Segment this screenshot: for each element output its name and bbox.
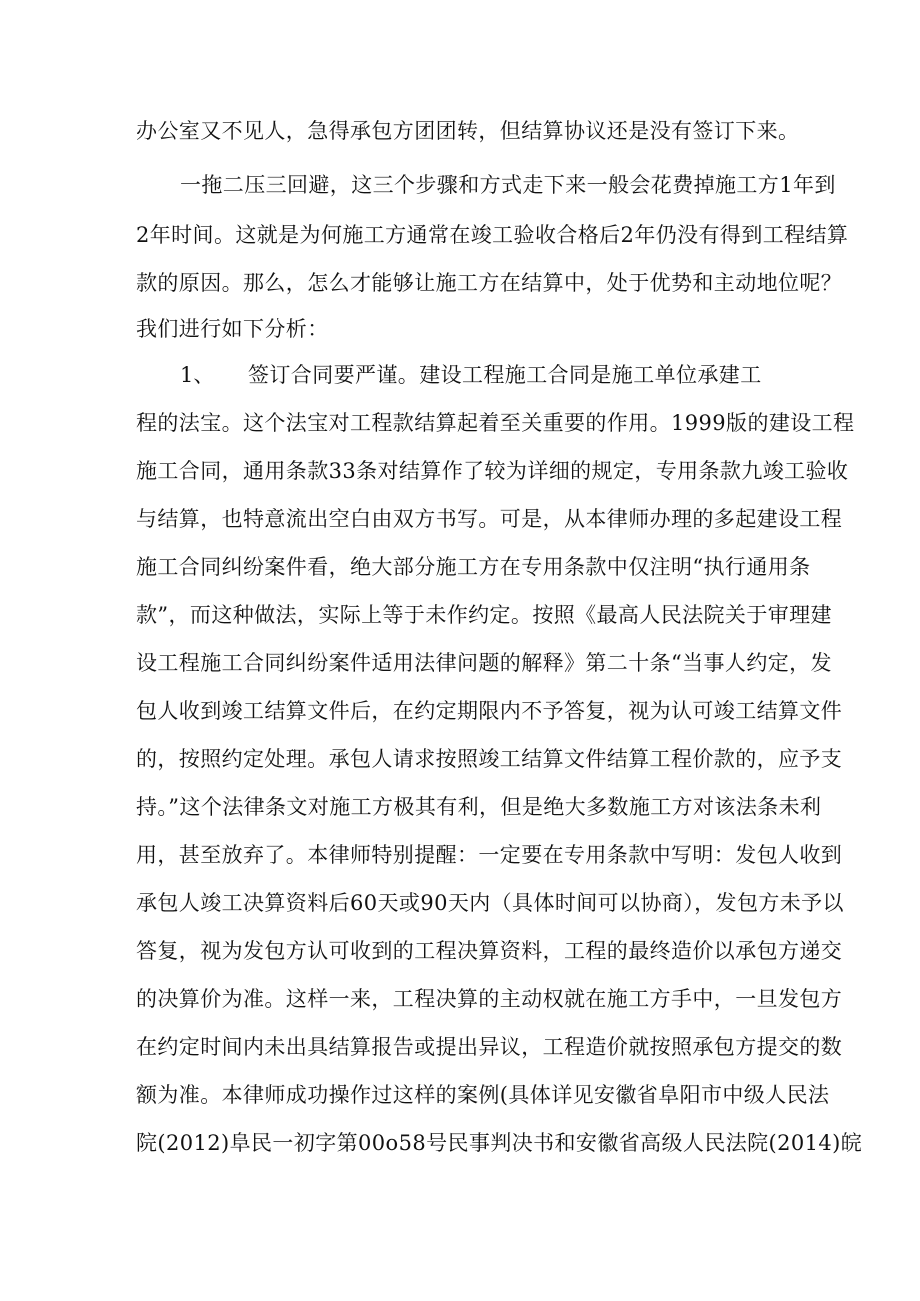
paragraph-line: 设工程施工合同纠纷案件适用法律问题的解释》第二十条“当事人约定，发 bbox=[136, 651, 832, 675]
paragraph-line: 2年时间。这就是为何施工方通常在竣工验收合格后2年仍没有得到工程结算 bbox=[136, 223, 849, 247]
paragraph-line: 施工合同纠纷案件看，绝大部分施工方在专用条款中仅注明“执行通用条 bbox=[136, 555, 811, 579]
paragraph-line: 院(2012)阜民一初字第00o58号民事判决书和安徽省高级人民法院(2014)皖 bbox=[136, 1131, 863, 1155]
paragraph-line: 的决算价为准。这样一来，工程决算的主动权就在施工方手中，一旦发包方 bbox=[136, 987, 843, 1011]
paragraph-line: 包人收到竣工结算文件后，在约定期限内不予答复，视为认可竣工结算文件 bbox=[136, 699, 843, 723]
paragraph-line: 额为准。本律师成功操作过这样的案例(具体详见安徽省阜阳市中级人民法 bbox=[136, 1083, 830, 1107]
paragraph-line: 答复，视为发包方认可收到的工程决算资料，工程的最终造价以承包方递交 bbox=[136, 939, 843, 963]
list-item-text: 签订合同要严谨。建设工程施工合同是施工单位承建工 bbox=[248, 363, 762, 387]
paragraph-line: 持。”这个法律条文对施工方极其有利，但是绝大多数施工方对该法条未利 bbox=[136, 795, 822, 819]
paragraph-line: 承包人竣工决算资料后60天或90天内（具体时间可以协商），发包方未予以 bbox=[136, 891, 844, 915]
paragraph-line: 的，按照约定处理。承包人请求按照竣工结算文件结算工程价款的，应予支 bbox=[136, 747, 843, 771]
list-item-number: 1、 bbox=[180, 363, 215, 387]
paragraph-line: 一拖二压三回避，这三个步骤和方式走下来一般会花费掉施工方1年到 bbox=[180, 173, 836, 197]
paragraph-line: 办公室又不见人，急得承包方团团转，但结算协议还是没有签订下来。 bbox=[136, 119, 800, 143]
paragraph-line: 与结算，也特意流出空白由双方书写。可是，从本律师办理的多起建设工程 bbox=[136, 507, 843, 531]
paragraph-line: 我们进行如下分析： bbox=[136, 317, 329, 341]
paragraph-line: 在约定时间内未出具结算报告或提出异议，工程造价就按照承包方提交的数 bbox=[136, 1035, 843, 1059]
paragraph-line: 施工合同，通用条款33条对结算作了较为详细的规定，专用条款九竣工验收 bbox=[136, 459, 849, 483]
paragraph-line: 款的原因。那么，怎么才能够让施工方在结算中，处于优势和主动地位呢？ bbox=[136, 271, 843, 295]
paragraph-line: 程的法宝。这个法宝对工程款结算起着至关重要的作用。1999版的建设工程 bbox=[136, 411, 855, 435]
paragraph-line: 款”，而这种做法，实际上等于未作约定。按照《最高人民法院关于审理建 bbox=[136, 603, 832, 627]
paragraph-line: 用，甚至放弃了。本律师特别提醒：一定要在专用条款中写明：发包人收到 bbox=[136, 843, 843, 867]
